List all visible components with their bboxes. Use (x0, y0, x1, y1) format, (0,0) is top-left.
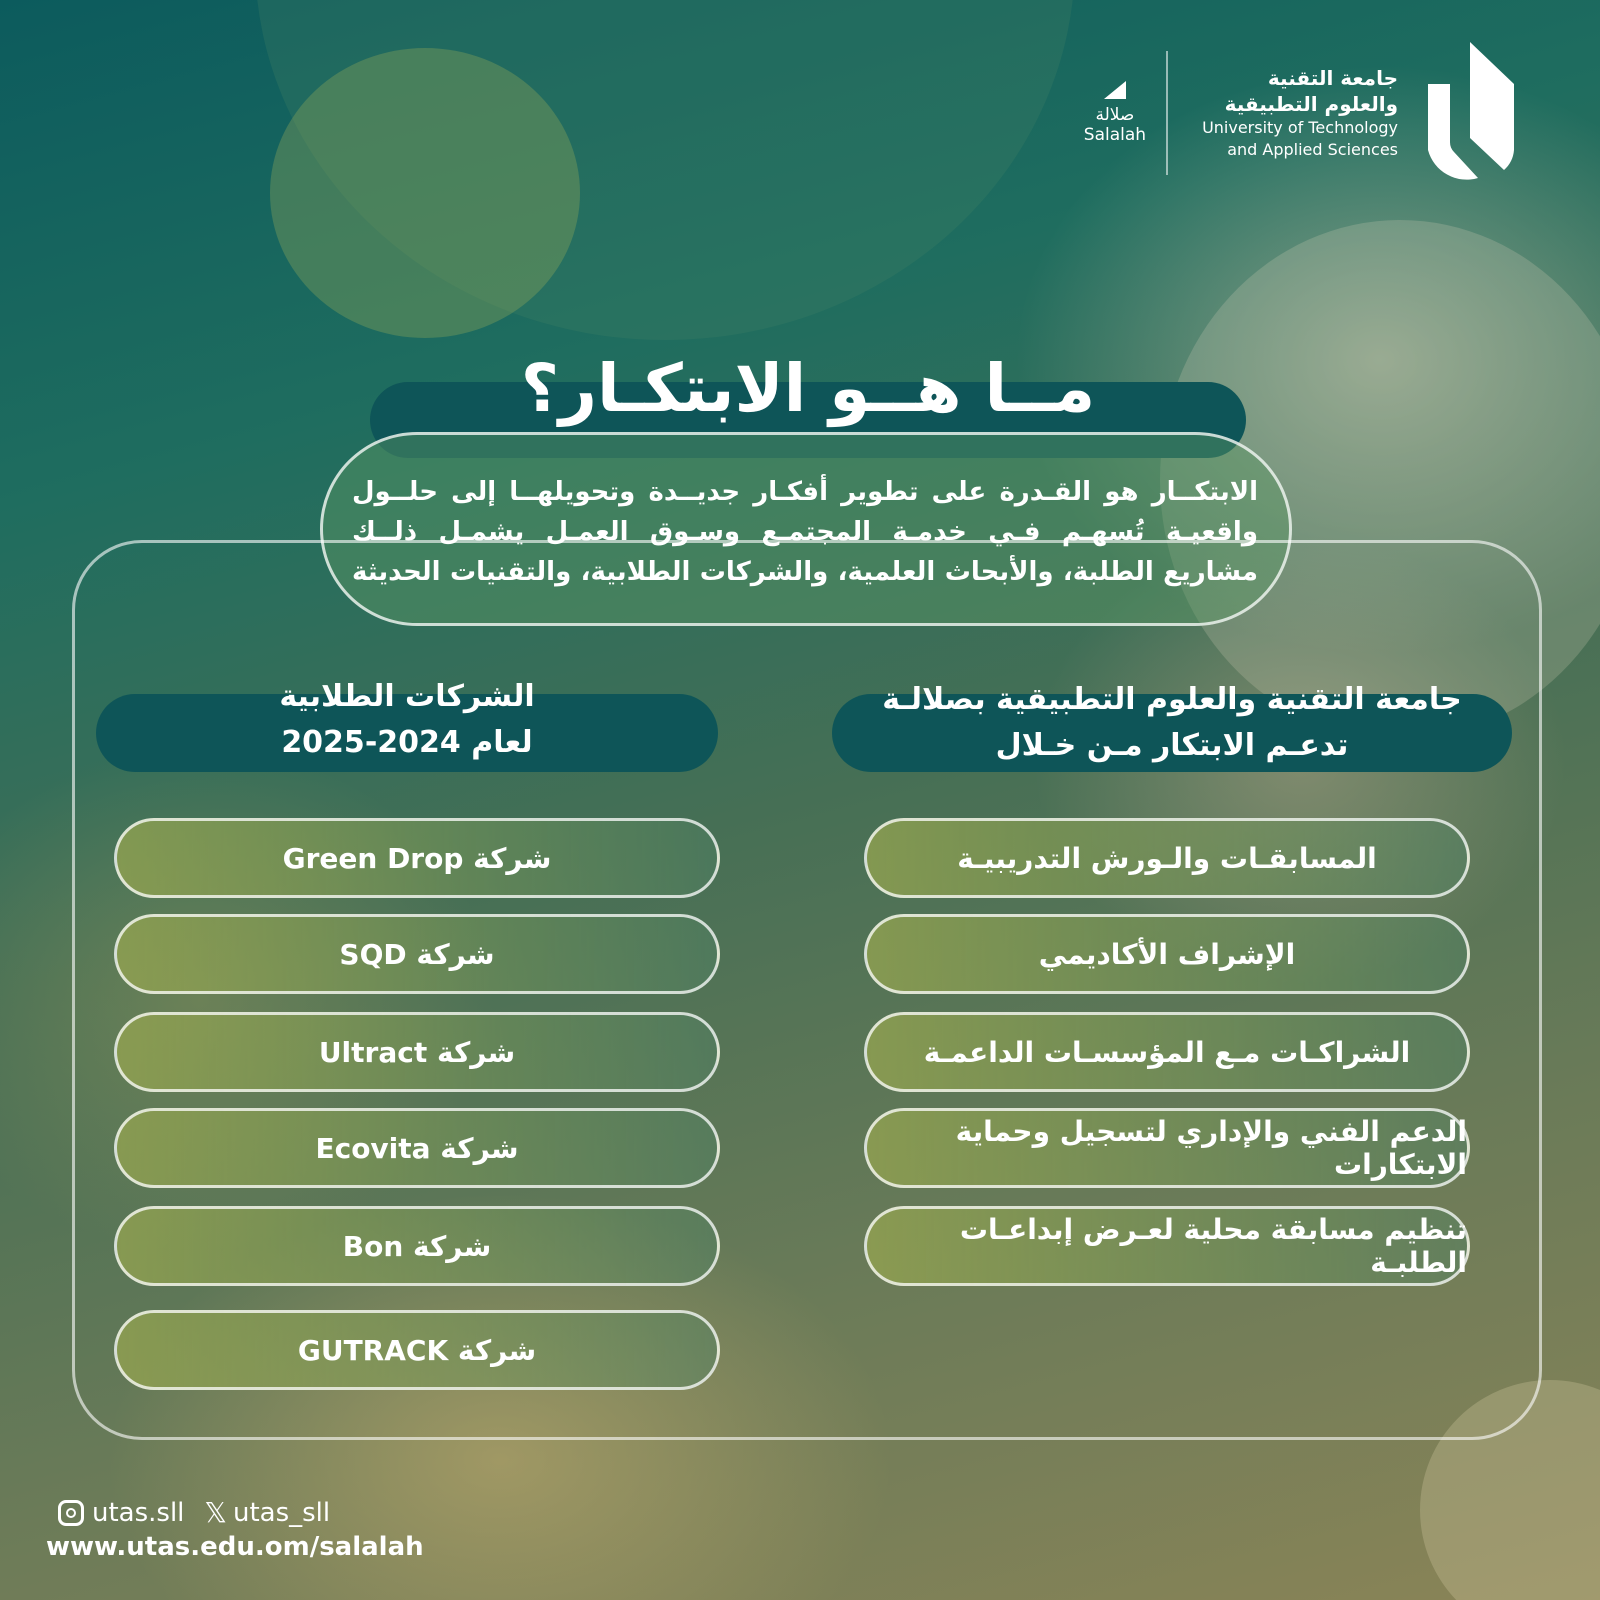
support-header (832, 677, 1512, 769)
company-label: شركة Green Drop (282, 841, 552, 875)
support-label: المسابقـات والـورش التدريبيـة (957, 841, 1377, 875)
company-label: شركة GUTRACK (297, 1333, 537, 1367)
support-label: تنظيم مسابقة محلية لعـرض إبداعـات الطلبـة (959, 1213, 1467, 1279)
intro-text: الابتكــار هو القـدرة على تطوير أفكـار جديــدة وتحويلهــا إلى حلــول واقعيـة تُسهـم فـي خدمـة المجتمـع وسـوق العمـل يشمـل ذلــك مشاريع الطلبة، والأبحاث العلمية، والشركات الطلابية، والتقنيات الحديثة (352, 477, 1258, 587)
social-handles (58, 1496, 330, 1529)
university-name (1202, 65, 1398, 161)
company-item (114, 818, 720, 898)
university-ar-line2: والعلوم التطبيقية (1224, 92, 1398, 116)
campus-ar: صلالة (1095, 105, 1135, 125)
student-companies-header (96, 674, 718, 766)
page-title: مــا هــو الابتكـار؟ (520, 350, 1096, 427)
university-en-line2: and Applied Sciences (1227, 140, 1398, 159)
company-item (114, 1310, 720, 1390)
student-companies-year: لعام 2024-2025 (281, 725, 533, 760)
instagram-icon (58, 1500, 84, 1526)
website-link[interactable]: www.utas.edu.om/salalah (46, 1532, 424, 1562)
support-heading-line2: تدعـم الابتكار مـن خـلال (995, 728, 1349, 763)
student-companies-heading: الشركات الطلابية (279, 679, 535, 714)
x-icon: 𝕏 (204, 1496, 227, 1529)
support-label: الدعم الفني والإداري لتسجيل وحماية الابتكارات (955, 1115, 1467, 1181)
support-item (864, 914, 1470, 994)
support-item (864, 1012, 1470, 1092)
company-item (114, 1108, 720, 1188)
campus-en: Salalah (1083, 125, 1147, 145)
support-label: الإشراف الأكاديمي (1038, 937, 1296, 971)
instagram-handle[interactable]: utas.sll (92, 1497, 185, 1528)
company-label: شركة Ultract (318, 1035, 516, 1069)
company-label: شركة Ecovita (315, 1131, 519, 1165)
x-handle[interactable]: utas_sll (232, 1497, 331, 1528)
university-en-line1: University of Technology (1202, 118, 1398, 137)
company-label: شركة SQD (339, 937, 495, 971)
company-label: شركة Bon (342, 1229, 492, 1263)
logo-divider (1166, 51, 1168, 175)
support-heading-line1: جامعة التقنية والعلوم التطبيقية بصلالـة (882, 682, 1462, 717)
campus-triangle-icon (1104, 81, 1126, 99)
university-logo (1084, 38, 1524, 188)
decor-circle (270, 48, 580, 338)
logo-mark (1420, 38, 1524, 188)
support-item (864, 1206, 1470, 1286)
campus-label (1084, 81, 1146, 145)
support-item (864, 818, 1470, 898)
company-item (114, 1012, 720, 1092)
company-item (114, 914, 720, 994)
support-item (864, 1108, 1470, 1188)
support-label: الشراكـات مـع المؤسسـات الداعمـة (923, 1035, 1411, 1069)
university-ar-line1: جامعة التقنية (1267, 66, 1398, 90)
company-item (114, 1206, 720, 1286)
